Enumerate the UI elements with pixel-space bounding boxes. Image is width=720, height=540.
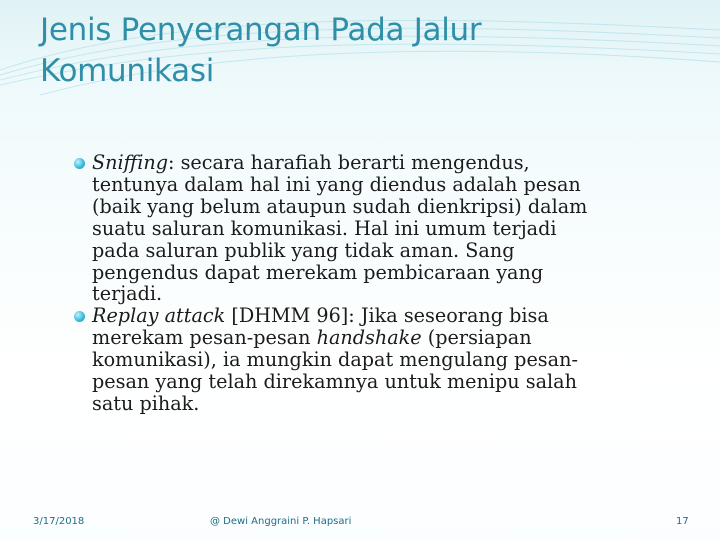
bullet-item-sniffing <box>74 152 674 305</box>
footer-page-number: 17 <box>676 516 689 527</box>
bullet-text: : secara harafiah berarti mengendus, tentunya dalam hal ini yang diendus adalah pesan (baik yang belum ataupun sudah dienkripsi) dalam suatu saluran komunikasi. Hal ini umum terjadi pada saluran publik yang tidak aman. Sang pengendus dapat merekam pembicaraan yang terjadi. <box>92 151 588 306</box>
bullet-text: (persiapan komunikasi), ia mungkin dapat mengulang pesan- pesan yang telah direkamnya untuk menipu salah satu pihak. <box>92 326 578 415</box>
footer-author: @ Dewi Anggraini P. Hapsari <box>210 516 352 527</box>
bullet-text: [DHMM 96]: Jika seseorang bisa merekam pesan-pesan <box>92 304 549 350</box>
slide-title-line-2: Komunikasi <box>40 53 215 89</box>
bullet-term: Sniffing <box>92 151 169 174</box>
bullet-term: Replay attack <box>92 304 226 328</box>
slide-title <box>40 10 680 92</box>
bullet-list <box>74 152 674 415</box>
footer-date: 3/17/2018 <box>33 516 85 527</box>
bullet-emphasis: handshake <box>316 326 422 350</box>
slide-title-line-1: Jenis Penyerangan Pada Jalur <box>40 12 482 48</box>
bullet-item-replay-attack <box>74 305 674 415</box>
